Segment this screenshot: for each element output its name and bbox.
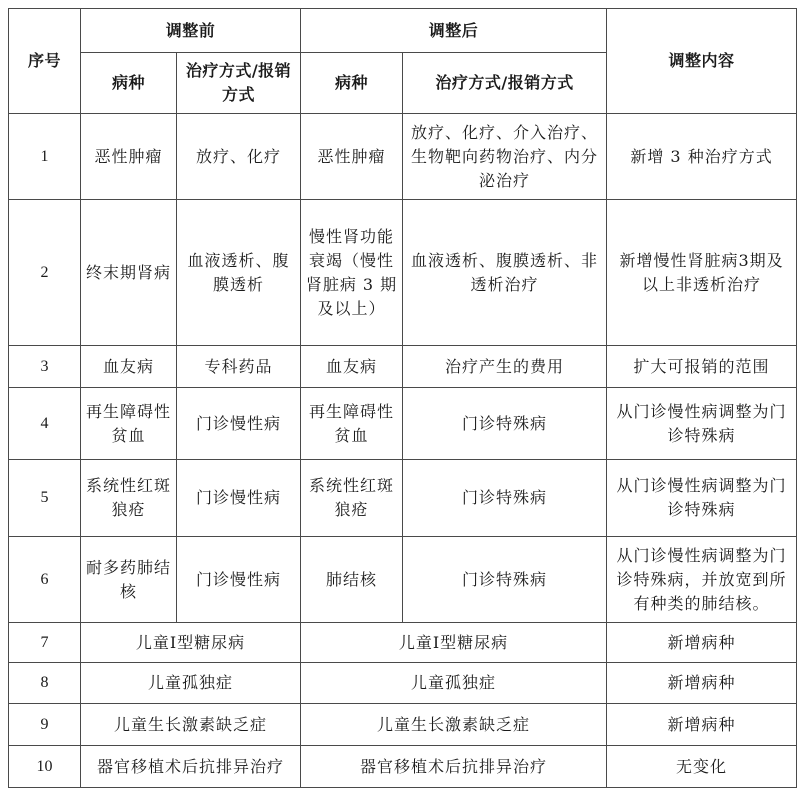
disease-after: 恶性肿瘤	[301, 114, 403, 200]
method-before: 专科药品	[177, 346, 301, 388]
method-after: 血液透析、腹膜透析、非透析治疗	[403, 200, 607, 346]
table-row	[9, 537, 797, 623]
header-method-before: 治疗方式/报销方式	[177, 53, 301, 114]
adjustment-content: 新增病种	[607, 623, 797, 663]
disease-after: 慢性肾功能衰竭（慢性肾脏病 3 期及以上）	[301, 200, 403, 346]
disease-before: 恶性肿瘤	[81, 114, 177, 200]
disease-after: 儿童I型糖尿病	[301, 623, 607, 663]
disease-after: 器官移植术后抗排异治疗	[301, 746, 607, 788]
row-number: 8	[9, 663, 81, 704]
disease-after: 肺结核	[301, 537, 403, 623]
header-after: 调整后	[301, 9, 607, 53]
adjustment-content: 新增病种	[607, 663, 797, 704]
header-content: 调整内容	[607, 9, 797, 114]
disease-before: 儿童孤独症	[81, 663, 301, 704]
disease-after: 儿童生长激素缺乏症	[301, 704, 607, 746]
row-number: 7	[9, 623, 81, 663]
adjustment-content: 扩大可报销的范围	[607, 346, 797, 388]
method-before: 门诊慢性病	[177, 460, 301, 537]
table-row	[9, 746, 797, 788]
method-before: 门诊慢性病	[177, 388, 301, 460]
table-row	[9, 114, 797, 200]
disease-after: 系统性红斑狼疮	[301, 460, 403, 537]
method-before: 放疗、化疗	[177, 114, 301, 200]
disease-after: 血友病	[301, 346, 403, 388]
row-number: 3	[9, 346, 81, 388]
adjustment-content: 新增 3 种治疗方式	[607, 114, 797, 200]
disease-before: 终末期肾病	[81, 200, 177, 346]
method-after: 门诊特殊病	[403, 460, 607, 537]
adjustment-content: 从门诊慢性病调整为门诊特殊病	[607, 388, 797, 460]
row-number: 2	[9, 200, 81, 346]
header-disease-before: 病种	[81, 53, 177, 114]
disease-before: 耐多药肺结核	[81, 537, 177, 623]
adjustment-content: 从门诊慢性病调整为门诊特殊病	[607, 460, 797, 537]
table-row	[9, 663, 797, 704]
table-row	[9, 346, 797, 388]
header-method-after: 治疗方式/报销方式	[403, 53, 607, 114]
row-number: 9	[9, 704, 81, 746]
disease-before: 系统性红斑狼疮	[81, 460, 177, 537]
disease-after: 儿童孤独症	[301, 663, 607, 704]
method-after: 门诊特殊病	[403, 537, 607, 623]
row-number: 1	[9, 114, 81, 200]
row-number: 5	[9, 460, 81, 537]
adjustment-table	[8, 8, 797, 788]
table-row	[9, 623, 797, 663]
disease-before: 儿童I型糖尿病	[81, 623, 301, 663]
disease-before: 儿童生长激素缺乏症	[81, 704, 301, 746]
adjustment-content: 无变化	[607, 746, 797, 788]
row-number: 10	[9, 746, 81, 788]
method-after: 门诊特殊病	[403, 388, 607, 460]
disease-before: 血友病	[81, 346, 177, 388]
disease-before: 器官移植术后抗排异治疗	[81, 746, 301, 788]
method-before: 血液透析、腹膜透析	[177, 200, 301, 346]
row-number: 4	[9, 388, 81, 460]
table-row	[9, 704, 797, 746]
disease-after: 再生障碍性贫血	[301, 388, 403, 460]
method-after: 放疗、化疗、介入治疗、生物靶向药物治疗、内分泌治疗	[403, 114, 607, 200]
table-row	[9, 388, 797, 460]
table-row	[9, 460, 797, 537]
adjustment-content: 从门诊慢性病调整为门诊特殊病，并放宽到所有种类的肺结核。	[607, 537, 797, 623]
adjustment-content: 新增病种	[607, 704, 797, 746]
header-disease-after: 病种	[301, 53, 403, 114]
method-after: 治疗产生的费用	[403, 346, 607, 388]
disease-before: 再生障碍性贫血	[81, 388, 177, 460]
table-row	[9, 200, 797, 346]
adjustment-content: 新增慢性肾脏病3期及以上非透析治疗	[607, 200, 797, 346]
method-before: 门诊慢性病	[177, 537, 301, 623]
header-seq: 序号	[9, 9, 81, 114]
row-number: 6	[9, 537, 81, 623]
header-before: 调整前	[81, 9, 301, 53]
